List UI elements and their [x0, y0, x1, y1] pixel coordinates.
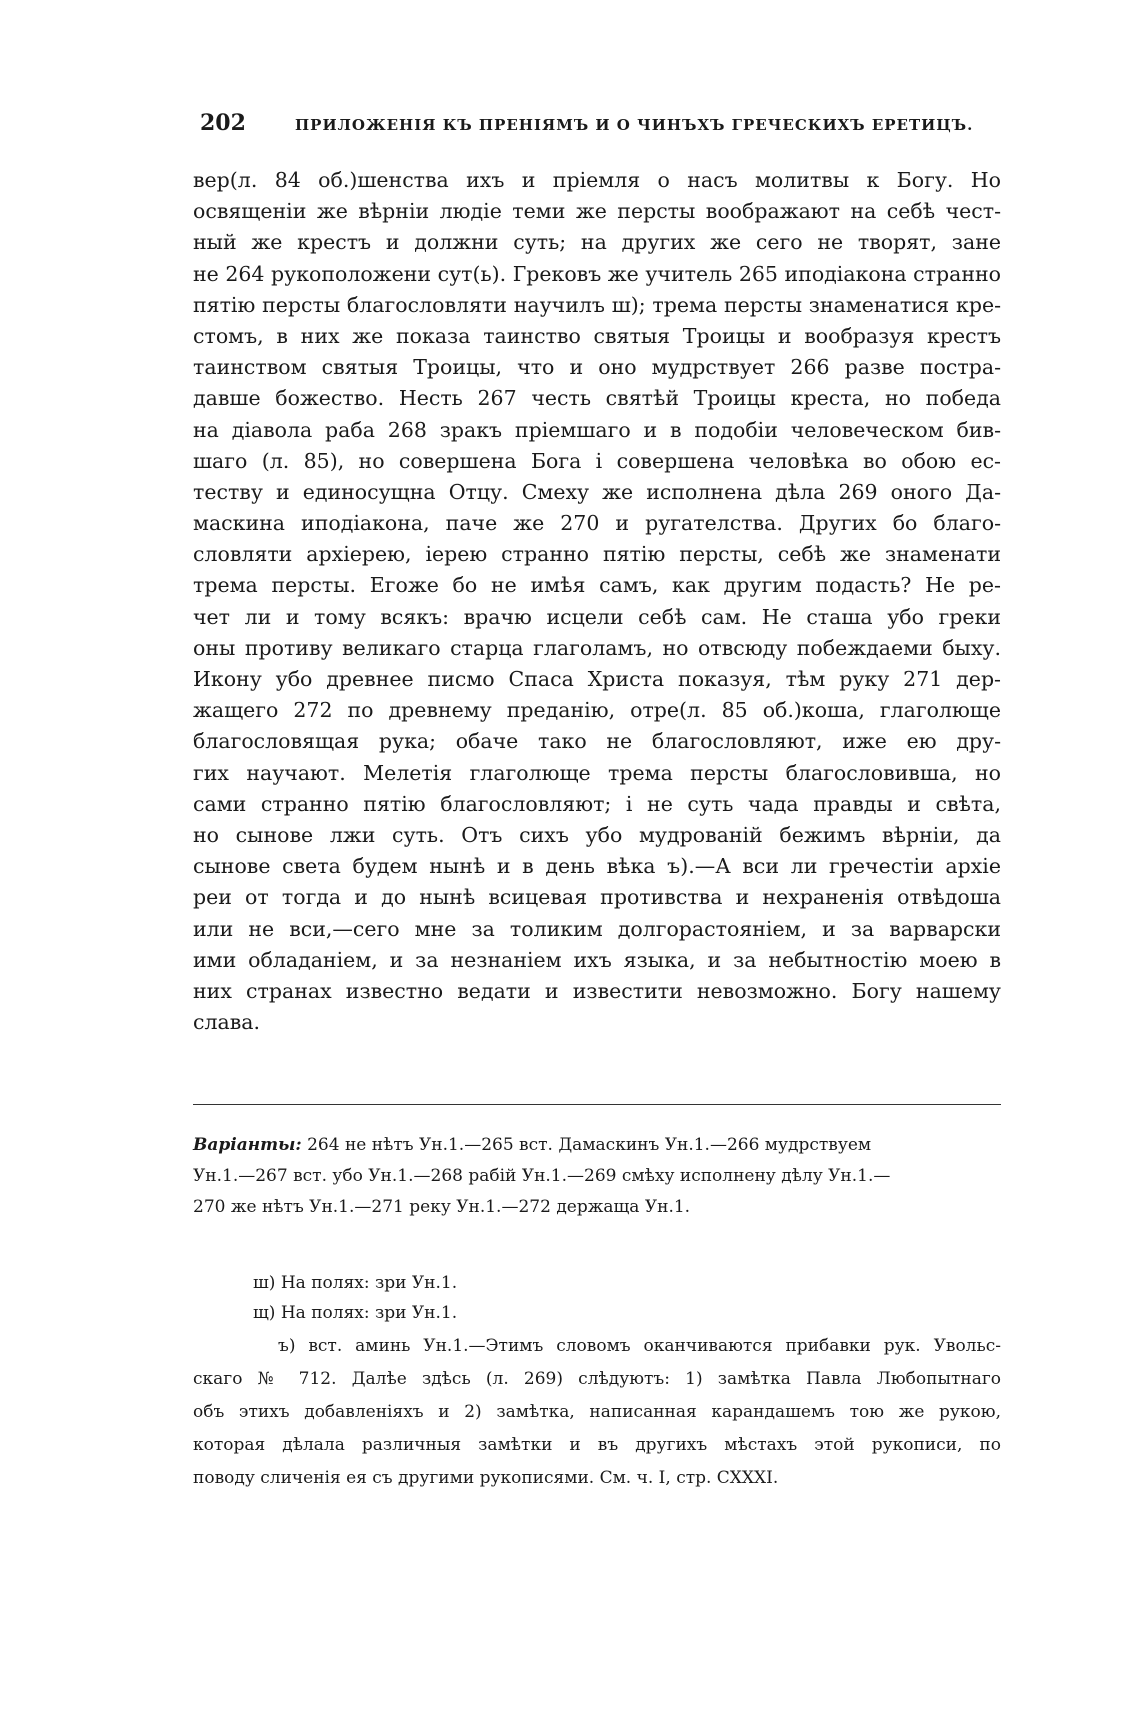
text-line: чет ли и тому всякъ: врачю исцели себѣ сам. Не сташа убо греки — [193, 604, 1001, 629]
footnote-divider — [193, 1104, 1001, 1105]
text-line: оны противу великаго старца глаголамъ, но отвсюду побеждаеми быху. — [193, 635, 1001, 660]
text-line: пятію персты благословляти научилъ ш); трема персты знаменатися кре- — [193, 292, 1001, 317]
margin-note: ш) На полях: зри Ун.1. — [253, 1273, 458, 1293]
text-line: словляти архіерею, іерею странно пятію персты, себѣ же знаменати — [193, 542, 1001, 567]
text-line: таинством святыя Троицы, что и оно мудрствует 266 разве пострa- — [193, 355, 1001, 380]
text-line: гих научают. Мелетія глаголюще трема персты благословивша, но — [193, 760, 1001, 785]
text-line: стомъ, в них же показа таинство святыя Троицы и вообразуя крестъ — [193, 323, 1001, 348]
text-line: давше божество. Несть 267 честь святѣй Троицы креста, но победа — [193, 386, 1001, 411]
editorial-note-line: объ этихъ добавленіяхъ и 2) замѣтка, написанная карандашемъ тою же рукою, — [193, 1402, 1001, 1422]
variants-text: 264 не нѣтъ Ун.1.—265 вст. Дамаскинъ Ун.1.—266 мудрствуем — [307, 1135, 872, 1155]
editorial-note — [193, 1330, 1001, 1495]
text-line: освященіи же вѣрніи людіе теми же персты воображают на себѣ чест- — [193, 199, 1001, 224]
text-line: трема персты. Егоже бо не имѣя самъ, как другим подасть? Не ре- — [193, 573, 1001, 598]
page-header — [200, 110, 1000, 140]
text-line: жащего 272 по древнему преданію, отре(л. 85 об.)коша, глаголюще — [193, 698, 1001, 723]
variants-apparatus — [193, 1130, 1001, 1223]
main-text — [193, 165, 1001, 1038]
margin-notes — [193, 1268, 1001, 1328]
text-line: сынове света будем нынѣ и в день вѣка ъ).—А вси ли гречестіи архіе — [193, 854, 1001, 879]
text-line: но сынове лжи суть. Отъ сихъ убо мудрованій бежимъ вѣрніи, да — [193, 822, 1001, 847]
text-line: на діавола раба 268 зракъ пріемшаго и в подобіи человеческом бив- — [193, 417, 1001, 442]
variants-line: 270 же нѣтъ Ун.1.—271 реку Ун.1.—272 держаща Ун.1. — [193, 1197, 691, 1217]
text-line: шаго (л. 85), но совершена Бога і совершена человѣка во обою ес- — [193, 448, 1001, 473]
text-line: сами странно пятію благословляют; і не суть чада правды и свѣта, — [193, 791, 1001, 816]
text-line: вер(л. 84 об.)шенства ихъ и пріемля о насъ молитвы к Богу. Но — [193, 168, 1001, 192]
editorial-note-line: скаго № 712. Далѣе здѣсь (л. 269) слѣдуютъ: 1) замѣтка Павла Любопытнаго — [193, 1369, 1001, 1389]
editorial-note-line: поводу сличенія ея съ другими рукописями. См. ч. I, стр. CXXXI. — [193, 1468, 779, 1488]
text-line: ный же крестъ и должни суть; на других же сего не творят, зане — [193, 230, 1001, 255]
editorial-note-line: которая дѣлала различныя замѣтки и въ другихъ мѣстахъ этой рукописи, по — [193, 1435, 1001, 1455]
editorial-note-line: ъ) вст. аминь Ун.1.—Этимъ словомъ оканчиваются прибавки рук. Увольс- — [278, 1336, 1001, 1356]
running-head: ПРИЛОЖЕНІЯ КЪ ПРЕНІЯМЪ И О ЧИНЪХЪ ГРЕЧЕСКИХЪ ЕРЕТИЦЪ. — [295, 116, 974, 134]
text-line: маскина иподіакона, паче же 270 и ругателства. Других бо благо- — [193, 511, 1001, 536]
text-line: Икону убо древнее писмо Спаса Христа показуя, тѣм руку 271 дер- — [193, 667, 1001, 691]
variants-line: Ун.1.—267 вст. убо Ун.1.—268 рабій Ун.1.—269 смѣху исполнену дѣлу Ун.1.— — [193, 1166, 891, 1186]
text-line: слава. — [193, 1010, 261, 1035]
text-line: реи от тогда и до нынѣ всицевая противства и нехраненія отвѣдоша — [193, 885, 1001, 910]
text-line: теству и единосущна Отцу. Смеху же исполнена дѣла 269 оного Да- — [193, 479, 1001, 504]
text-line: них странах известно ведати и известити невозможно. Богу нашему — [193, 978, 1001, 1003]
variants-label: Варіанты: — [193, 1135, 302, 1155]
text-line: ими обладаніем, и за незнаніем ихъ языка, и за небытностію моею в — [193, 947, 1001, 972]
page-number: 202 — [200, 110, 246, 136]
text-line: не 264 рукоположени сут(ь). Грековъ же учитель 265 иподіакона странно — [193, 261, 1001, 286]
text-line: или не вси,—сего мне за толиким долгорастояніем, и за варварски — [193, 916, 1001, 941]
text-line: благословящая рука; обаче тако не благословляют, иже ею дру- — [193, 729, 1001, 754]
margin-note: щ) На полях: зри Ун.1. — [253, 1303, 458, 1323]
variants-line — [193, 1130, 1001, 1161]
